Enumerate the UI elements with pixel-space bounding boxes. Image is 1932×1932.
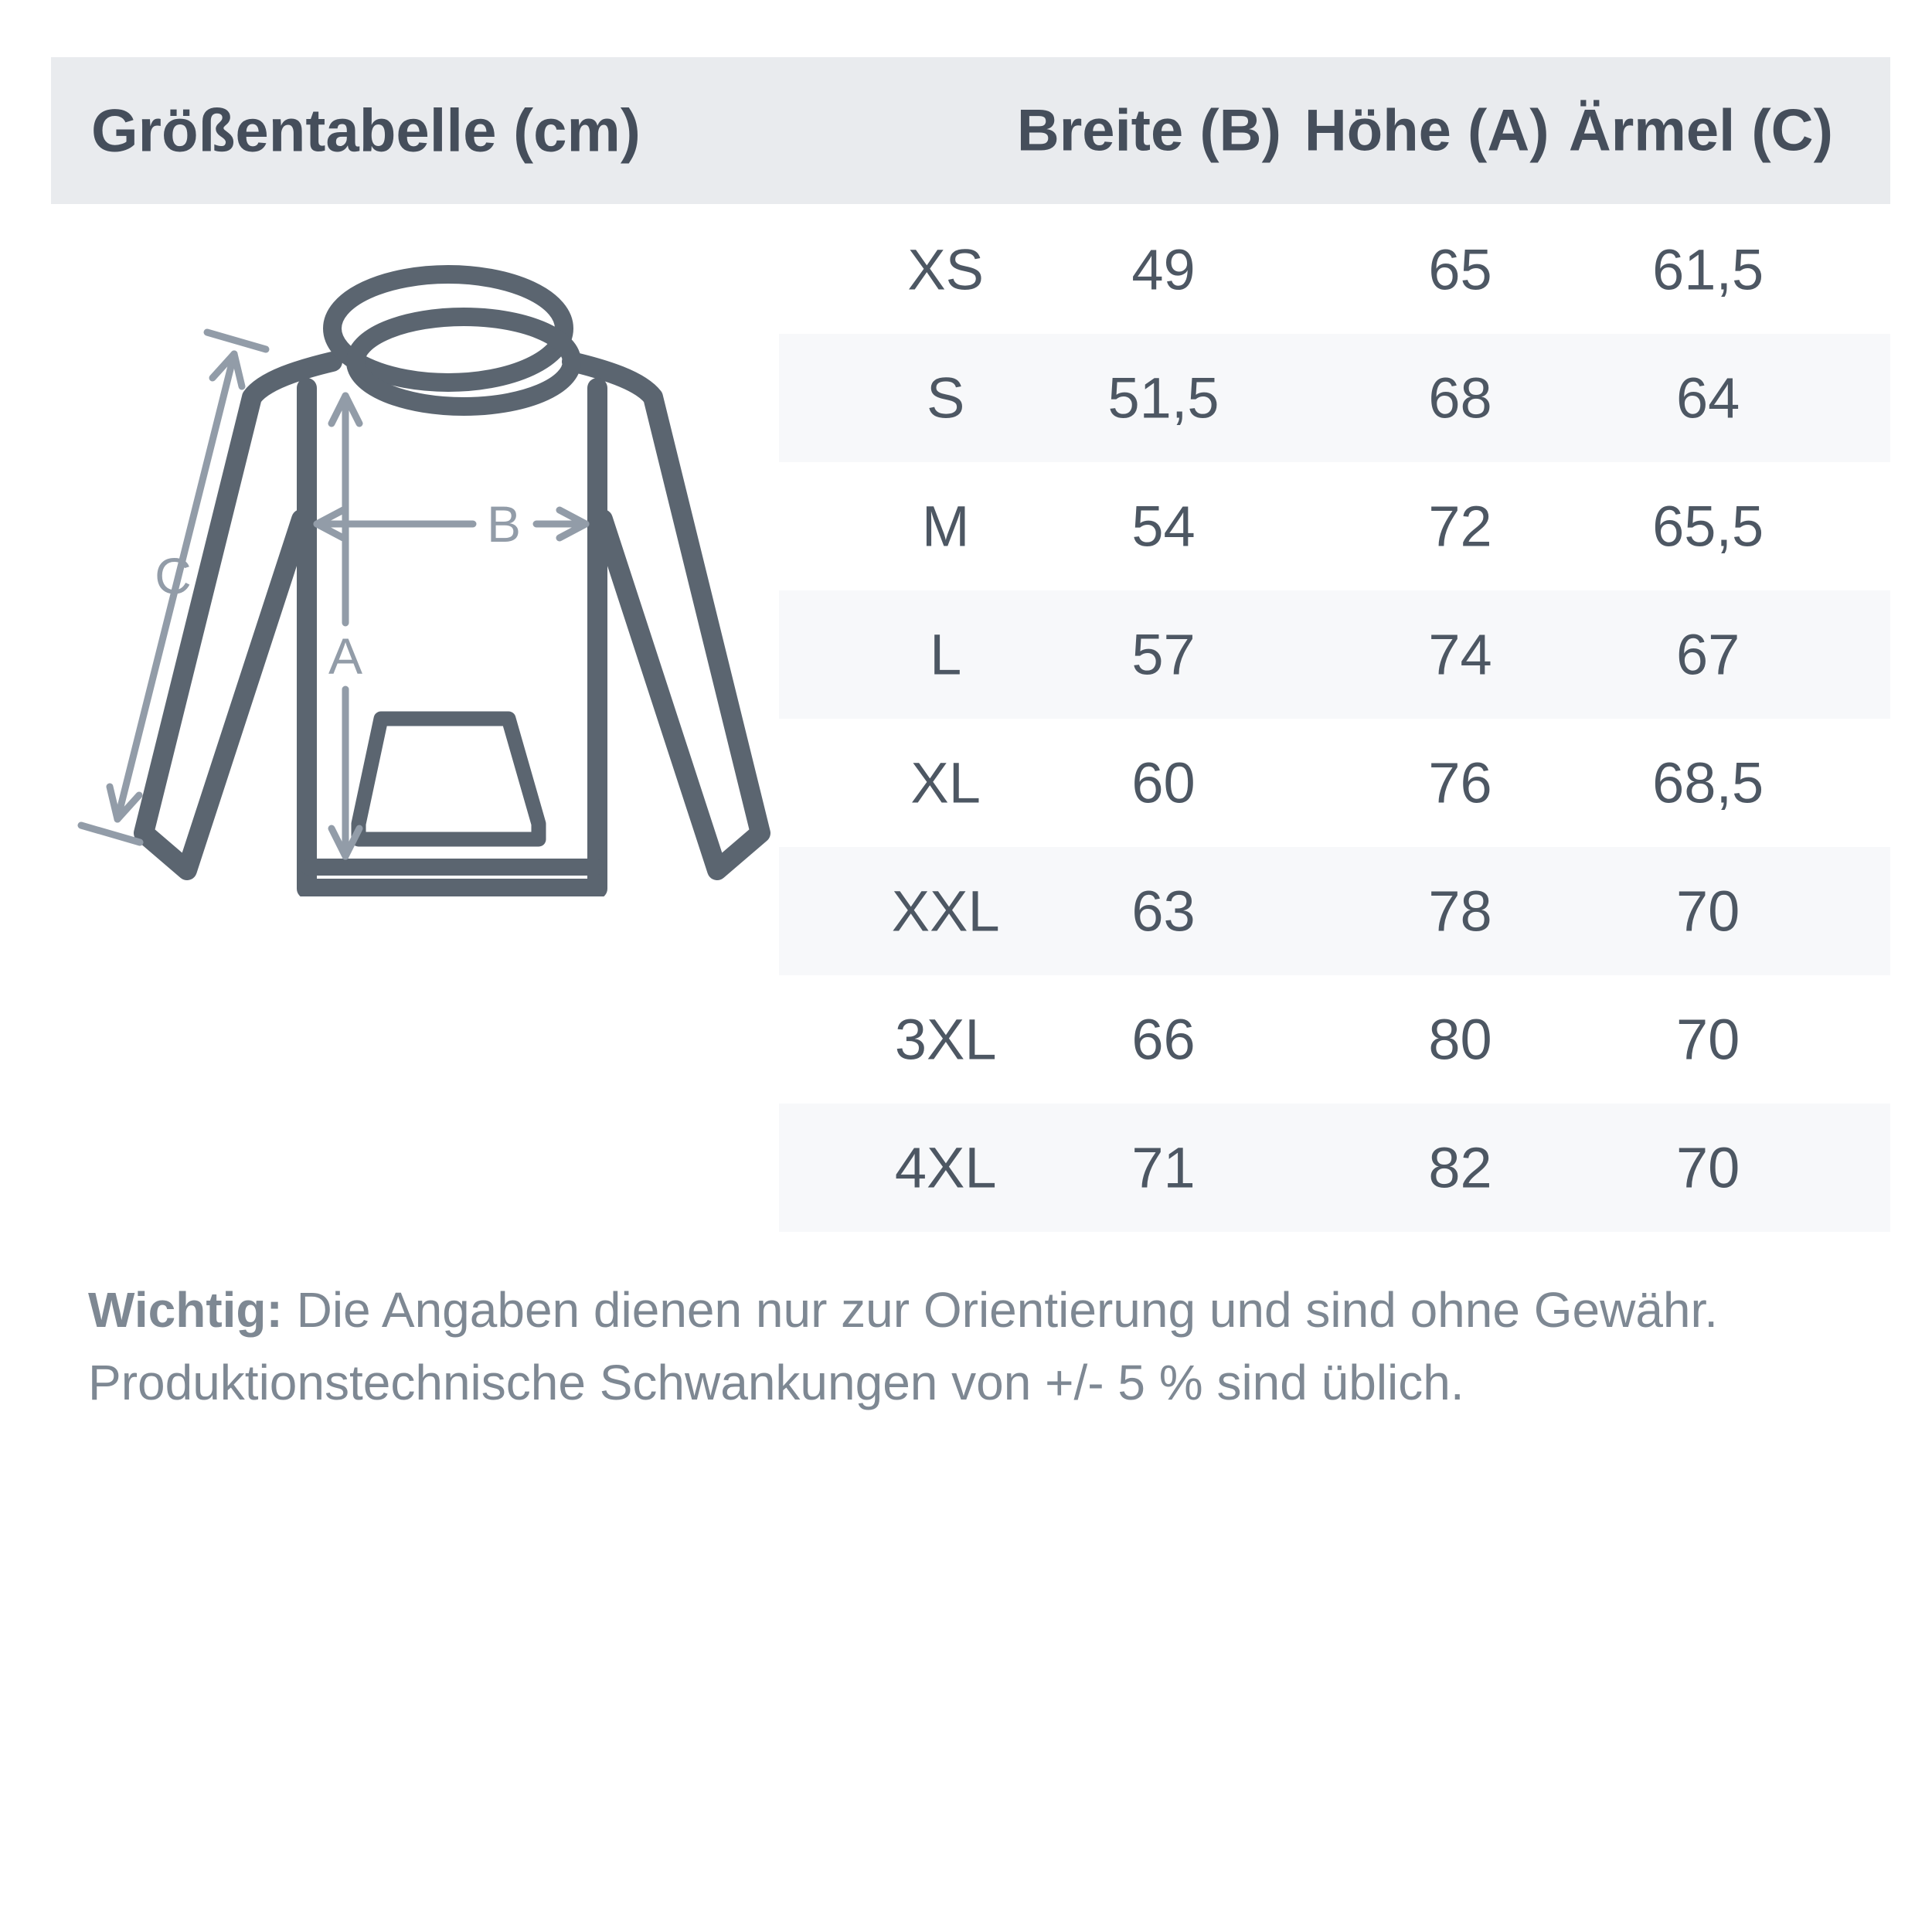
table-row: [779, 847, 1890, 975]
column-header-breite: Breite (B): [1016, 97, 1281, 164]
header-band: [51, 57, 1890, 204]
breite-value: 54: [1131, 494, 1196, 559]
breite-value: 57: [1131, 622, 1196, 687]
size-label: 4XL: [894, 1135, 997, 1200]
hoehe-value: 76: [1428, 750, 1492, 815]
note-line2: Produktionstechnische Schwankungen von +/- 5 % sind üblich.: [88, 1355, 1464, 1410]
size-table: [779, 206, 1890, 1232]
size-chart-title: Größentabelle (cm): [91, 96, 641, 165]
aermel-value: 65,5: [1652, 494, 1764, 559]
aermel-value: 64: [1676, 366, 1740, 430]
hoehe-value: 78: [1428, 879, 1492, 944]
table-row: [779, 590, 1890, 719]
breite-value: 63: [1131, 879, 1196, 944]
table-row: [779, 719, 1890, 847]
aermel-value: 68,5: [1652, 750, 1764, 815]
aermel-value: 70: [1676, 879, 1740, 944]
size-label: XS: [907, 237, 985, 302]
table-row: [779, 462, 1890, 590]
note-line1: Die Angaben dienen nur zur Orientierung und sind ohne Gewähr.: [282, 1282, 1719, 1338]
size-label: 3XL: [894, 1007, 997, 1072]
size-label: XL: [910, 750, 981, 815]
aermel-value: 67: [1676, 622, 1740, 687]
note-lead: Wichtig:: [88, 1282, 283, 1338]
hoehe-value: 72: [1428, 494, 1492, 559]
size-label: M: [921, 494, 970, 559]
pocket: [359, 719, 539, 839]
size-label: S: [927, 366, 965, 430]
hoehe-value: 68: [1428, 366, 1492, 430]
sleeve-label: C: [155, 547, 192, 604]
hoodie-measurement-diagram: [62, 255, 788, 896]
size-label: L: [930, 622, 962, 687]
table-row: [779, 1104, 1890, 1232]
column-header-hoehe: Höhe (A): [1304, 97, 1549, 164]
breite-value: 51,5: [1107, 366, 1219, 430]
important-note: [88, 1274, 1881, 1419]
breite-value: 66: [1131, 1007, 1196, 1072]
hoehe-value: 74: [1428, 622, 1492, 687]
hoehe-value: 80: [1428, 1007, 1492, 1072]
breite-value: 71: [1131, 1135, 1196, 1200]
height-label: A: [328, 628, 363, 685]
table-row: [779, 975, 1890, 1104]
breite-value: 60: [1131, 750, 1196, 815]
size-label: XXL: [891, 879, 1000, 944]
width-label: B: [486, 495, 522, 553]
breite-value: 49: [1131, 237, 1196, 302]
table-row: [779, 334, 1890, 462]
column-header-aermel: Ärmel (C): [1568, 97, 1833, 164]
aermel-value: 70: [1676, 1135, 1740, 1200]
table-row: [779, 206, 1890, 334]
hoehe-value: 82: [1428, 1135, 1492, 1200]
hoehe-value: 65: [1428, 237, 1492, 302]
aermel-value: 70: [1676, 1007, 1740, 1072]
aermel-value: 61,5: [1652, 237, 1764, 302]
